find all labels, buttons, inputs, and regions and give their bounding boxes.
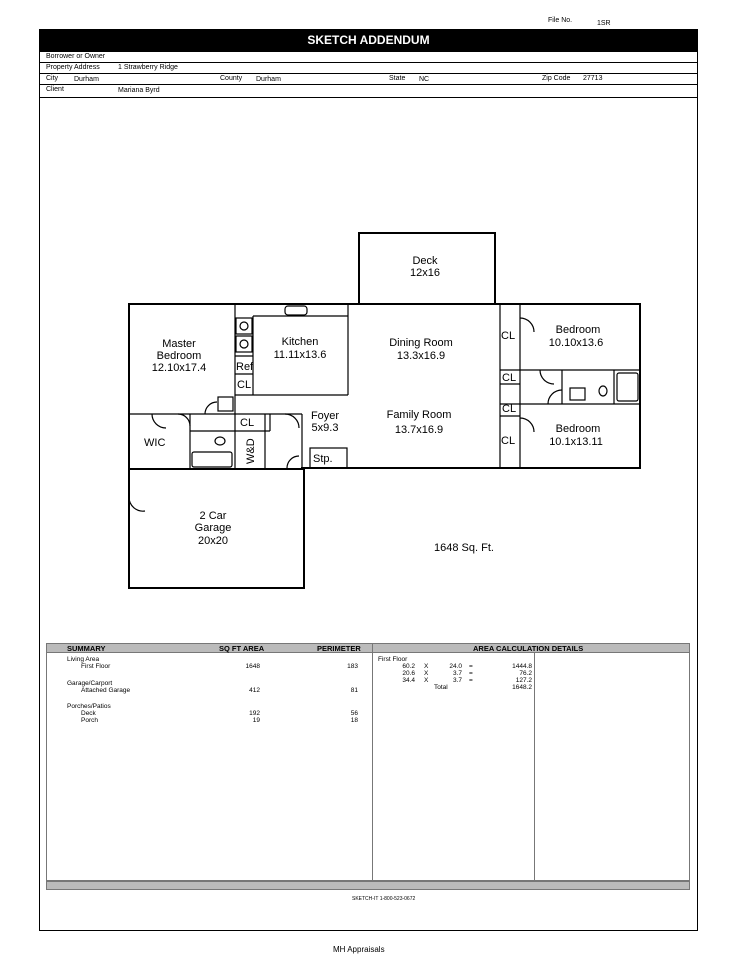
first-floor-perimeter: 183 (347, 663, 358, 670)
calc-b: 3.7 (452, 677, 462, 684)
file-no-label: File No. (548, 17, 573, 24)
deck-sqft: 192 (249, 710, 260, 717)
family-label: Family Room (386, 409, 452, 421)
county-value: Durham (256, 76, 281, 83)
company-name: MH Appraisals (333, 945, 385, 954)
living-area-label: Living Area (67, 656, 100, 663)
bedroom-1-size: 10.10x13.6 (548, 337, 604, 349)
garage-carport-label: Garage/Carport (67, 680, 113, 687)
foyer-size: 5x9.3 (311, 422, 339, 434)
client-label: Client (46, 86, 64, 93)
calc-title: First Floor (378, 656, 408, 663)
state-value: NC (419, 76, 430, 83)
dining-size: 13.3x16.9 (396, 350, 446, 362)
client-value: Mariana Byrd (118, 87, 160, 94)
calc-eq: = (469, 670, 473, 677)
calc-op: X (424, 663, 429, 670)
property-address-label: Property Address (46, 64, 100, 71)
deck-size: 12x16 (410, 267, 440, 279)
first-floor-label: First Floor (81, 663, 111, 670)
borrower-label: Borrower or Owner (46, 53, 106, 60)
closet-label-laundry: CL (240, 417, 255, 429)
garage-size: 20x20 (198, 535, 228, 547)
closet-label-kitchen: CL (237, 379, 252, 391)
calc-b: 24.0 (449, 663, 462, 670)
master-label-2: Bedroom (156, 350, 202, 362)
garage-label: 2 Car (199, 510, 227, 522)
perimeter-col-header: PERIMETER (317, 644, 361, 653)
property-address-row (40, 63, 697, 74)
bedroom-2-size: 10.1x13.11 (549, 436, 603, 448)
calc-result: 127.2 (515, 677, 532, 684)
kitchen-size: 11.11x13.6 (273, 349, 327, 361)
calc-total: 1648.2 (512, 684, 532, 691)
city-value: Durham (74, 76, 99, 83)
deck-summary-label: Deck (81, 710, 96, 717)
summary-col-header: SUMMARY (67, 644, 106, 653)
master-label: Master (162, 338, 196, 350)
summary-header (46, 643, 690, 653)
first-floor-sqft: 1648 (245, 663, 260, 670)
calc-op: X (424, 670, 429, 677)
details-divider (534, 653, 535, 881)
county-label: County (220, 75, 243, 82)
porches-label: Porches/Patios (67, 703, 111, 710)
porch-summary-label: Porch (81, 717, 98, 724)
dining-label: Dining Room (389, 337, 453, 349)
bedroom-2-label: Bedroom (555, 423, 601, 435)
porch-perimeter: 18 (350, 717, 358, 724)
city-label: City (46, 75, 59, 82)
calc-result: 1444.8 (512, 663, 532, 670)
attached-garage-label: Attached Garage (81, 687, 131, 694)
wic-label: WIC (144, 437, 166, 449)
closet-label-bed2: CL (501, 435, 516, 447)
summary-footer-bar (46, 881, 690, 890)
details-col-header: AREA CALCULATION DETAILS (473, 644, 584, 653)
kitchen-label: Kitchen (281, 336, 319, 348)
software-credit: SKETCH-IT 1-800-523-0672 (352, 896, 416, 902)
family-size: 13.7x16.9 (394, 424, 444, 436)
file-no-value: 1SR (597, 20, 611, 27)
calc-result: 76.2 (519, 670, 532, 677)
summary-body (46, 653, 690, 881)
calc-eq: = (469, 677, 473, 684)
closet-label-hall-2: CL (502, 403, 517, 415)
stoop-label: Stp. (313, 453, 333, 465)
calc-total-label: Total (434, 684, 448, 691)
calc-b: 3.7 (452, 670, 462, 677)
borrower-row (40, 52, 697, 63)
master-size: 12.10x17.4 (151, 362, 207, 374)
page-title: SKETCH ADDENDUM (39, 29, 698, 52)
bedroom-1-label: Bedroom (555, 324, 601, 336)
calc-op: X (424, 677, 429, 684)
zip-label: Zip Code (542, 75, 571, 82)
calc-a: 34.4 (402, 677, 415, 684)
foyer-label: Foyer (310, 410, 340, 422)
calc-a: 60.2 (402, 663, 415, 670)
garage-label-2: Garage (194, 522, 232, 534)
calc-a: 20.6 (402, 670, 415, 677)
client-row (40, 85, 697, 96)
zip-value: 27713 (583, 75, 603, 82)
sqft-col-header: SQ FT AREA (219, 644, 265, 653)
state-label: State (389, 75, 406, 82)
property-address-value: 1 Strawberry Ridge (118, 64, 178, 71)
city-row (40, 74, 697, 85)
washer-dryer-label: W&D (245, 438, 257, 464)
closet-label-bed1: CL (501, 330, 516, 342)
deck-label: Deck (412, 255, 438, 267)
closet-label-hall-1: CL (502, 372, 517, 384)
summary-divider (372, 643, 373, 881)
floor-plan (40, 98, 697, 638)
ref-label: Ref (236, 361, 254, 373)
attached-garage-sqft: 412 (249, 687, 260, 694)
attached-garage-perimeter: 81 (350, 687, 358, 694)
total-area-label: 1648 Sq. Ft. (434, 542, 494, 554)
calc-eq: = (469, 663, 473, 670)
porch-sqft: 19 (252, 717, 260, 724)
deck-perimeter: 56 (350, 710, 358, 717)
